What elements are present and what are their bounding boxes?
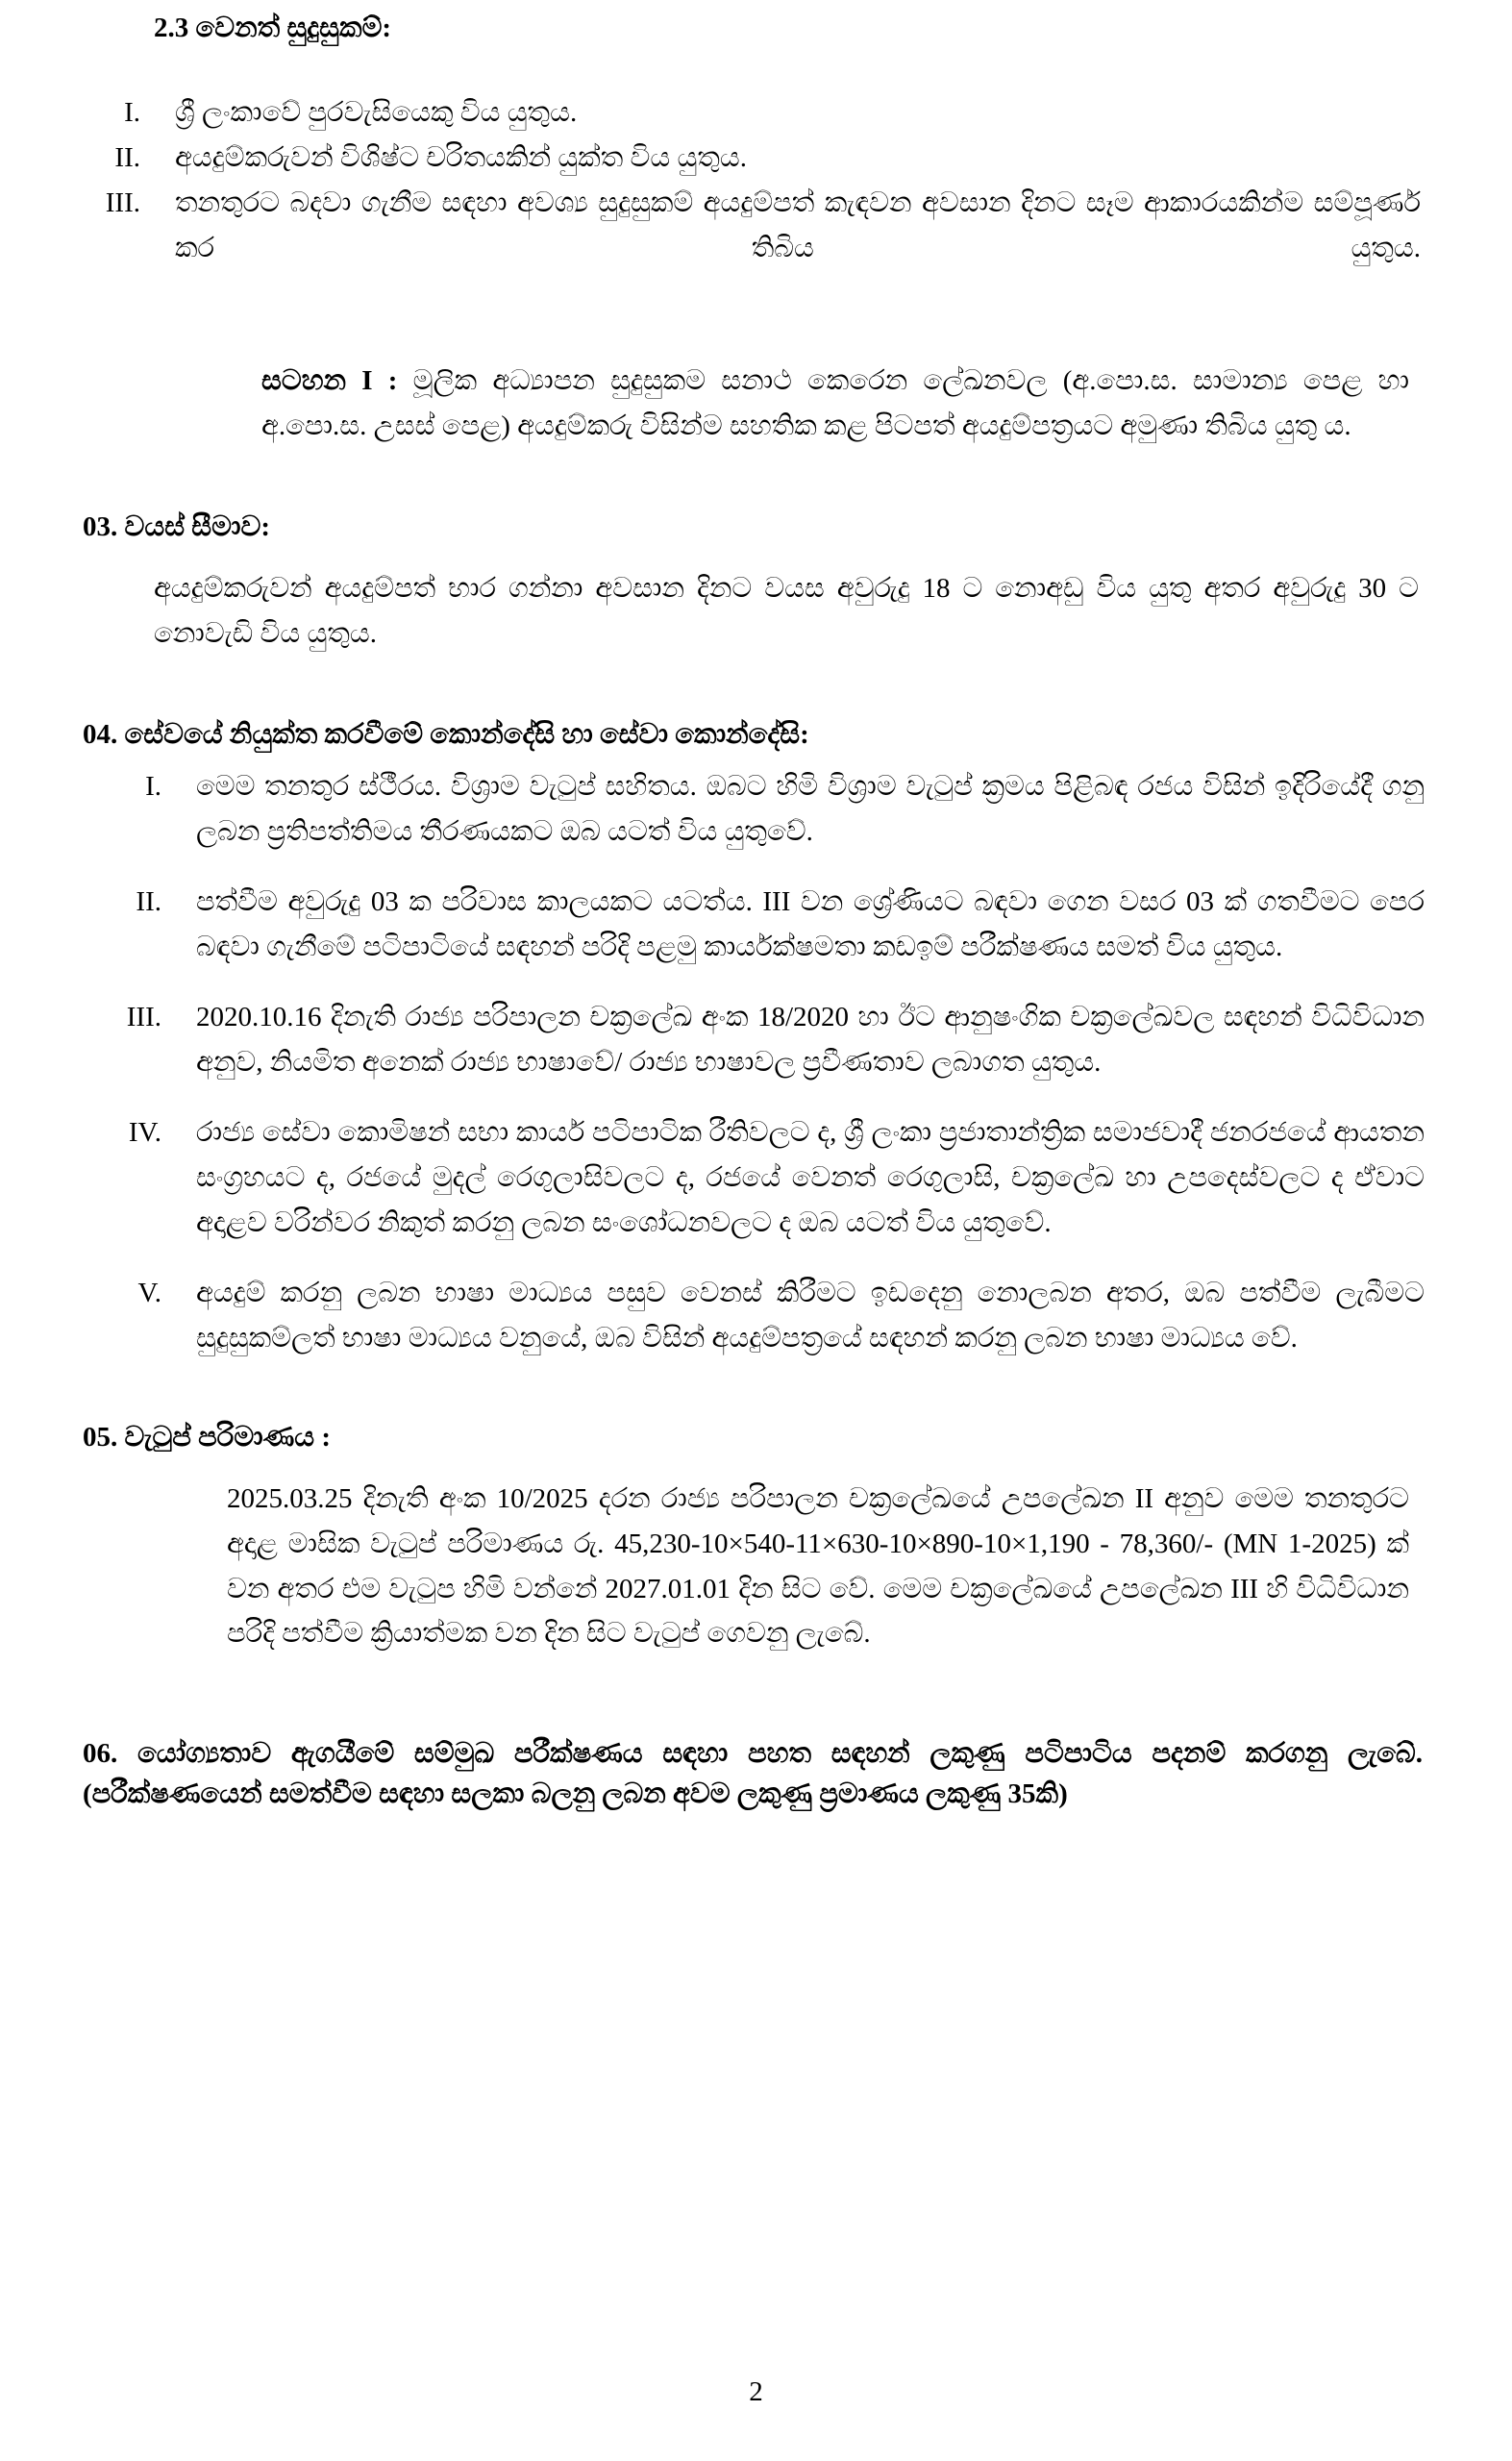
list-item-numeral: III.	[105, 186, 140, 218]
list-item	[83, 1271, 1448, 1361]
section-03-heading: 03. වයස් සීමාව:	[83, 510, 271, 542]
spacer	[83, 1386, 1448, 1417]
list-item	[83, 90, 1448, 136]
spacer	[83, 755, 1448, 764]
list-item-text: තනතුරට බදවා ගැනීම සඳහා අවශ්‍ය සුදුසුකම් අයදුම්පත් කැඳවන අවසාන දිනට සෑම ආකාරයකින්ම සම්පූර්ණ කර තිබිය යුතුය.	[175, 186, 1421, 263]
section-04-heading: 04. සේවයේ නියුක්ත කරවීමේ කොන්දේසි හා සේවා කොන්දේසි:	[83, 718, 809, 750]
list-item-numeral: I.	[124, 97, 140, 129]
section-03-body: අයදුම්කරුවන් අයදුම්පත් භාර ගන්නා අවසාන දිනට වයස අවුරුදු 18 ට නොඅඩු විය යුතු අතර අවුරුදු 30 ට නොවැඩි විය යුතුය.	[154, 572, 1419, 649]
section-05-body: 2025.03.25 දිනැති අංක 10/2025 දරන රාජ්‍ය පරිපාලන චක්‍රලේඛයේ උපලේඛන II අනුව මෙම තනතුරට අදාළ මාසික වැටුප් පරිමාණය රු. 45,230-10×540-11×630-10×890-10×1,190 - 78,360/- (MN 1-2025) ක් වන අතර එම වැටුප හිමි වන්නේ 2027.01.01 දින සිට වේ. මෙම චක්‍රලේඛයේ උපලේඛන III හි විධිවිධාන පරිදි පත්වීම ක්‍රියාත්මක වන දින සිට වැටුප් ගෙවනු ලැබේ.	[227, 1482, 1409, 1650]
list-item	[83, 995, 1448, 1085]
spacer	[83, 547, 1448, 566]
list-item	[83, 181, 1448, 316]
list-item	[83, 136, 1448, 181]
section-2-3-list	[83, 90, 1448, 316]
list-item-text: පත්වීම අවුරුදු 03 ක පරිවාස කාලයකට යටත්ය. III වන ශ්‍රේණියට බඳවා ගෙන වසර 03 ක් ගතවීමට පෙර බඳවා ගැනීමේ පටිපාටියේ සඳහන් පරිදි පළමු කාර්යක්ෂමතා කඩඉම් පරීක්ෂණය සමත් විය යුතුය.	[196, 885, 1425, 962]
section-04-list	[83, 764, 1448, 1361]
spacer	[83, 657, 1448, 714]
page-number: 2	[749, 2376, 763, 2407]
spacer	[83, 316, 1448, 359]
list-item-numeral: III.	[126, 1001, 161, 1032]
list-item-numeral: I.	[145, 770, 161, 802]
list-item-text: අයදුම්කරුවන් විශිෂ්ට චරිතයකින් යුක්ත විය යුතුය.	[175, 142, 747, 174]
note-label: සටහන I :	[261, 364, 398, 396]
list-item-text: මෙම තනතුර ස්ථීරය. විශ්‍රාම වැටුප් සහිතය. ඔබට හිමි විශ්‍රාම වැටුප් ක්‍රමය පිළිබඳ රජය විසින් ඉදිරියේදී ගනු ලබන ප්‍රතිපත්තිමය තීරණයකට ඔබ යටත් විය යුතුවේ.	[196, 770, 1425, 847]
list-item-text: රාජ්‍ය සේවා කොමිෂන් සභා කාර්ය පටිපාටික රීතිවලට ද, ශ්‍රී ලංකා ප්‍රජාතාන්ත්‍රික සමාජවාදී ජනරජයේ ආයතන සංග්‍රහයට ද, රජයේ මුදල් රෙගුලාසිවලට ද, රජයේ වෙනත් රෙගුලාසි, චක්‍රලේඛ හා උපදෙස්වලට ද ඒවාට අදාළව වරින්වර නිකුත් කරනු ලබන සංශෝධනවලට ද ඔබ යටත් විය යුතුවේ.	[196, 1116, 1425, 1238]
list-item-text: අයදුම් කරනු ලබන භාෂා මාධ්‍යය පසුව වෙනස් කිරීමට ඉඩදෙනු නොලබන අතර, ඔබ පත්වීම ලැබීමට සුදුසුකම්ලත් භාෂා මාධ්‍යය වනුයේ, ඔබ විසින් අයදුම්පත්‍රයේ සඳහන් කරනු ලබන භාෂා මාධ්‍යය වේ.	[196, 1277, 1425, 1354]
spacer	[83, 48, 1448, 90]
spacer	[83, 1656, 1448, 1714]
section-2-3-note	[83, 359, 1448, 449]
section-05-heading: 05. වැටුප් පරිමාණය :	[83, 1421, 332, 1453]
list-item-text: 2020.10.16 දිනැති රාජ්‍ය පරිපාලන චක්‍රලේඛ අංක 18/2020 හා ඊට ආනුෂංගික චක්‍රලේඛවල සඳහන් විධිවිධාන අනුව, නියමිත අනෙක් රාජ්‍ය භාෂාවේ/ රාජ්‍ය භාෂාවල ප්‍රවීණතාව ලබාගත යුතුය.	[196, 1001, 1425, 1078]
section-2-3-heading: 2.3 වෙනත් සුදුසුකම්:	[154, 12, 392, 43]
page-content	[83, 8, 1448, 1815]
list-item-numeral: II.	[114, 142, 140, 174]
list-item-numeral: IV.	[128, 1116, 161, 1148]
spacer	[83, 1714, 1448, 1733]
list-item	[83, 764, 1448, 855]
section-06-heading: 06. යෝග්‍යතාව ඇගයීමේ සම්මුඛ පරීක්ෂණය සඳහා පහත සඳහන් ලකුණු පටිපාටිය පදනම් කරගනු ලැබේ. (පරීක්ෂණයෙන් සමත්වීම සඳහා සලකා බලනු ලබන අවම ලකුණු ප්‍රමාණය ලකුණු 35කි)	[83, 1738, 1423, 1810]
list-item-numeral: II.	[136, 885, 161, 917]
list-item	[83, 880, 1448, 970]
list-item	[83, 1110, 1448, 1246]
spacer	[83, 449, 1448, 507]
list-item-numeral: V.	[137, 1277, 161, 1308]
list-item-text: ශ්‍රී ලංකාවේ පුරවැසියෙකු විය යුතුය.	[175, 97, 578, 129]
note-text: මූලික අධ්‍යාපන සුදුසුකම සනාථ කෙරෙන ලේඛනවල (අ.පො.ස. සාමාන්‍ය පෙළ හා අ.පො.ස. උසස් පෙළ) අයදුම්කරු විසින්ම සහතික කළ පිටපත් අයදුම්පත්‍රයට අමුණා තිබිය යුතු ය.	[261, 364, 1409, 441]
spacer	[83, 1457, 1448, 1477]
